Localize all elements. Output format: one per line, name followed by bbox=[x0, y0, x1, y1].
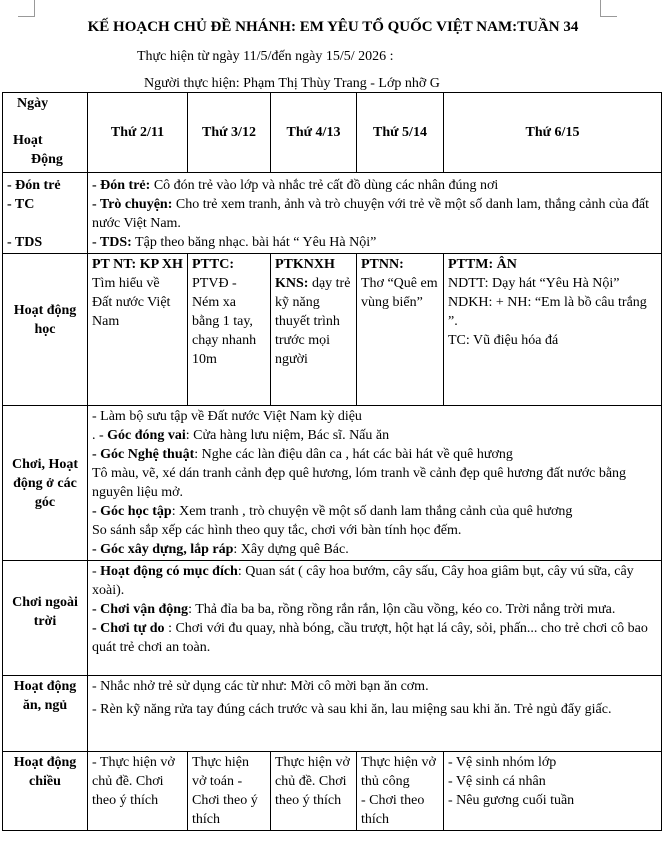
learning-mon-text: Tìm hiểu về Đất nước Việt Nam bbox=[92, 276, 171, 329]
row-welcome bbox=[3, 173, 662, 254]
learning-fri-heading: PTTM: ÂN bbox=[448, 257, 517, 272]
tds-text: Tập theo băng nhạc. bài hát “ Yêu Hà Nội” bbox=[131, 235, 377, 250]
corners-line-5-heading: - Góc học tập bbox=[92, 504, 172, 519]
learning-wed-heading: PTKNXH KNS: bbox=[275, 257, 335, 291]
tro-chuyen-heading: - Trò chuyện: bbox=[92, 197, 173, 212]
corner-ngay: Ngày bbox=[17, 96, 49, 111]
outdoor-line-1-text: : Quan sát ( cây hoa bướm, cây sấu, Cây hoa giâm bụt, cây vú sữa, cây xoài). bbox=[92, 564, 634, 598]
eat-sleep-line-2: - Rèn kỹ năng rửa tay đúng cách trước và sau khi ăn, lau miệng sau khi ăn. Trẻ ngủ đẩy giấc. bbox=[92, 702, 612, 717]
corners-line-5-text: : Xem tranh , trò chuyện về một số danh lam thắng cảnh của quê hương bbox=[171, 504, 573, 519]
date-range: Thực hiện từ ngày 11/5/đến ngày 15/5/ 2026 : bbox=[137, 49, 394, 64]
eat-sleep-line-1: - Nhắc nhở trẻ sử dụng các từ như: Mời cô mời bạn ăn cơm. bbox=[92, 679, 429, 694]
label-tds: - TDS bbox=[7, 235, 43, 250]
row-eat-sleep bbox=[3, 676, 662, 752]
outdoor-line-1-prefix: - bbox=[92, 564, 101, 579]
afternoon-tue: Thực hiện vở toán - Chơi theo ý thích bbox=[188, 752, 271, 831]
label-tc: - TC bbox=[7, 197, 35, 212]
label-don-tre: - Đón trẻ bbox=[7, 178, 61, 193]
learning-thu-heading: PTNN: bbox=[361, 257, 404, 272]
corner-cell bbox=[3, 93, 88, 173]
outdoor-line-3-text: : Chơi với đu quay, nhà bóng, cầu trượt, hột hạt lá cây, sỏi, phấn... cho trẻ chơi cô bao quát trẻ chơi an toàn. bbox=[92, 621, 648, 655]
afternoon-thu-line-2: - Chơi theo thích bbox=[361, 793, 425, 827]
learning-thu bbox=[357, 254, 444, 406]
afternoon-wed: Thực hiện vở chủ đề. Chơi theo ý thích bbox=[271, 752, 357, 831]
page-title: KẾ HOẠCH CHỦ ĐỀ NHÁNH: EM YÊU TỔ QUỐC VIỆT NAM:TUẦN 34 bbox=[87, 19, 579, 35]
afternoon-fri-line-1: - Vệ sinh nhóm lớp bbox=[448, 755, 557, 770]
corners-line-3-text: : Nghe các làn điệu dân ca , hát các bài hát về quê hương bbox=[194, 447, 513, 462]
learning-fri-line-1: NDTT: Dạy hát “Yêu Hà Nội” bbox=[448, 276, 620, 291]
row-outdoor bbox=[3, 561, 662, 676]
outdoor-line-3-heading: - Chơi tự do bbox=[92, 621, 165, 636]
learning-mon-heading: PT NT: KP XH bbox=[92, 257, 183, 272]
table-header-row bbox=[3, 93, 662, 173]
learning-tue bbox=[188, 254, 271, 406]
corners-line-1: - Làm bộ sưu tập về Đất nước Việt Nam kỳ diệu bbox=[92, 409, 362, 424]
afternoon-thu-line-1: Thực hiện vở thủ công bbox=[361, 755, 436, 789]
row-corners bbox=[3, 406, 662, 561]
weekly-plan-table bbox=[2, 92, 662, 831]
corners-content bbox=[88, 406, 662, 561]
welcome-content bbox=[88, 173, 662, 254]
corners-line-3-heading: - Góc Nghệ thuật bbox=[92, 447, 195, 462]
day-header-thu: Thứ 5/14 bbox=[357, 93, 444, 173]
corner-dong: Động bbox=[31, 152, 63, 167]
outdoor-line-2-text: : Thả đỉa ba ba, rồng rồng rắn rắn, lộn cầu vồng, kéo co. Trời nắng trời mưa. bbox=[188, 602, 616, 617]
corners-line-7-text: : Xây dựng quê Bác. bbox=[233, 542, 349, 557]
learning-wed bbox=[271, 254, 357, 406]
eat-sleep-content bbox=[88, 676, 662, 752]
corners-line-2-text: : Cửa hàng lưu niệm, Bác sĩ. Nấu ăn bbox=[185, 428, 390, 443]
learning-mon bbox=[88, 254, 188, 406]
learning-tue-text: PTVĐ - Ném xa bằng 1 tay, chạy nhanh 10m bbox=[192, 276, 257, 367]
afternoon-fri bbox=[444, 752, 662, 831]
row-label-learning: Hoạt động học bbox=[3, 254, 88, 406]
learning-wed-text: dạy trẻ kỹ năng thuyết trình trước mọi người bbox=[275, 276, 351, 367]
page-corner-mark-left bbox=[18, 0, 35, 17]
corners-line-6: So sánh sắp xếp các hình theo quy tắc, chơi với bàn tính học đếm. bbox=[92, 523, 462, 538]
teacher-line: Người thực hiện: Phạm Thị Thùy Trang - Lớp nhỡ G bbox=[144, 76, 440, 91]
row-label-outdoor: Chơi ngoài trời bbox=[3, 561, 88, 676]
afternoon-fri-line-2: - Vệ sinh cá nhân bbox=[448, 774, 546, 789]
day-header-tue: Thứ 3/12 bbox=[188, 93, 271, 173]
outdoor-content bbox=[88, 561, 662, 676]
row-label-corners: Chơi, Hoạt động ở các góc bbox=[3, 406, 88, 561]
learning-fri bbox=[444, 254, 662, 406]
day-header-wed: Thứ 4/13 bbox=[271, 93, 357, 173]
outdoor-line-2-heading: - Chơi vận động bbox=[92, 602, 189, 617]
tro-chuyen-text: Cho trẻ xem tranh, ảnh và trò chuyện với trẻ về một số danh lam, thắng cảnh của đất nước Việt Nam. bbox=[92, 197, 650, 231]
corners-line-4: Tô màu, vẽ, xé dán tranh cảnh đẹp quê hương, lóm tranh về cảnh đẹp quê hương đất nước bằng nguyên liệu mở. bbox=[92, 466, 627, 500]
learning-fri-line-3: TC: Vũ điệu hóa đá bbox=[448, 333, 559, 348]
corners-line-7-heading: - Góc xây dựng, lắp ráp bbox=[92, 542, 234, 557]
row-label-eat-sleep: Hoạt động ăn, ngủ bbox=[3, 676, 88, 752]
row-label-welcome bbox=[3, 173, 88, 254]
day-header-mon: Thứ 2/11 bbox=[88, 93, 188, 173]
learning-fri-line-2: NDKH: + NH: “Em là bồ câu trắng ”. bbox=[448, 295, 647, 329]
afternoon-thu bbox=[357, 752, 444, 831]
corner-hoat: Hoạt bbox=[13, 133, 43, 148]
day-header-fri: Thứ 6/15 bbox=[444, 93, 662, 173]
don-tre-text: Cô đón trẻ vào lớp và nhắc trẻ cất đồ dùng các nhân đúng nơi bbox=[150, 178, 499, 193]
learning-thu-text: Thơ “Quê em vùng biển” bbox=[361, 276, 438, 310]
corners-line-2-prefix: . - bbox=[92, 428, 108, 443]
afternoon-mon: - Thực hiện vở chủ đề. Chơi theo ý thích bbox=[88, 752, 188, 831]
tds-heading: - TDS: bbox=[92, 235, 132, 250]
don-tre-heading: - Đón trẻ: bbox=[92, 178, 151, 193]
page-corner-mark-right bbox=[600, 0, 617, 17]
afternoon-fri-line-3: - Nêu gương cuối tuần bbox=[448, 793, 575, 808]
learning-tue-heading: PTTC: bbox=[192, 257, 234, 272]
outdoor-line-1-heading: Hoạt động có mục đích bbox=[100, 564, 238, 579]
row-afternoon bbox=[3, 752, 662, 831]
corners-line-2-heading: Góc đóng vai bbox=[107, 428, 186, 443]
row-label-afternoon: Hoạt động chiều bbox=[3, 752, 88, 831]
row-learning bbox=[3, 254, 662, 406]
